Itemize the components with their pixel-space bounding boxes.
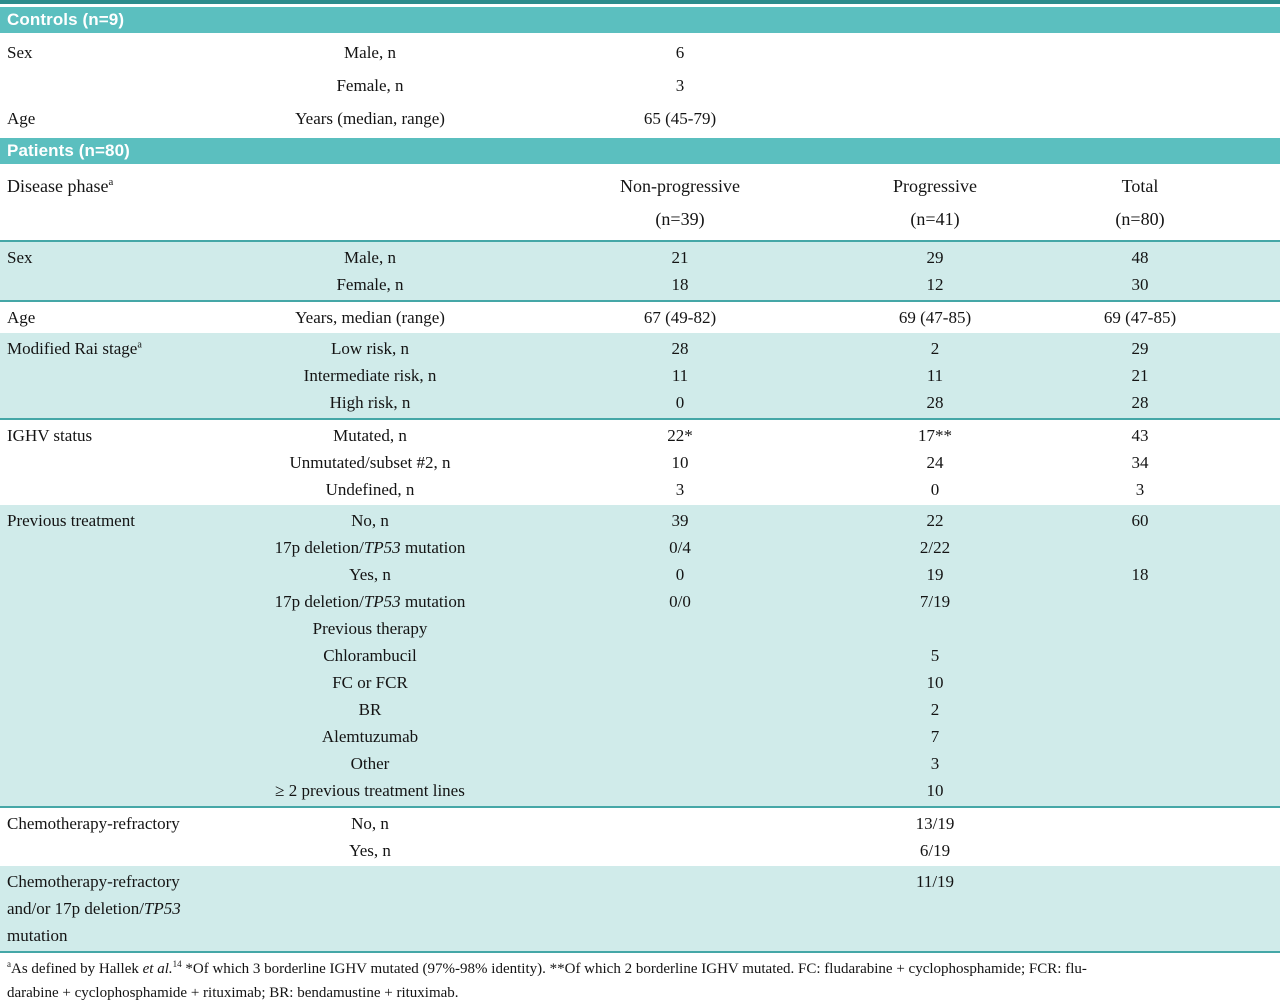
table-cell: 7 bbox=[930, 727, 940, 746]
text: 17p deletion/ bbox=[274, 538, 364, 557]
table-cell: 11/19 bbox=[915, 872, 955, 891]
table-section bbox=[0, 242, 1280, 302]
table-cell: 48 bbox=[1131, 248, 1149, 267]
column-header-name: Progressive bbox=[893, 176, 977, 196]
italic-text: TP53 bbox=[363, 538, 401, 557]
table-row bbox=[0, 723, 1280, 750]
table-row bbox=[0, 534, 1280, 561]
table-cell: 17** bbox=[918, 426, 952, 445]
table-cell: 34 bbox=[1131, 453, 1149, 472]
table-cell: 39 bbox=[671, 511, 689, 530]
controls-band bbox=[0, 7, 1280, 33]
table-row bbox=[0, 271, 1280, 298]
table-row bbox=[0, 476, 1280, 503]
disease-phase-label: Disease phase bbox=[7, 176, 109, 196]
table-cell: No, n bbox=[351, 814, 389, 833]
table-cell: 10 bbox=[926, 781, 944, 800]
table-cell: 2 bbox=[930, 339, 940, 358]
table-row bbox=[0, 69, 1280, 102]
table-cell: 12 bbox=[926, 275, 944, 294]
table-cell: Sex bbox=[7, 43, 33, 62]
table-cell: 3 bbox=[1135, 480, 1145, 499]
table-cell: Yes, n bbox=[349, 565, 391, 584]
table-cell: 21 bbox=[1131, 366, 1149, 385]
table-cell: 65 (45-79) bbox=[643, 109, 717, 128]
table-cell: 3 bbox=[930, 754, 940, 773]
table-cell: No, n bbox=[351, 511, 389, 530]
patients-band bbox=[0, 138, 1280, 164]
table-cell: BR bbox=[358, 700, 382, 719]
table-cell: Age bbox=[7, 308, 36, 327]
row-label-disease-phase bbox=[0, 170, 250, 203]
footnote-text: As defined by Hallek bbox=[11, 961, 143, 977]
table-cell: Yes, n bbox=[349, 841, 391, 860]
table-cell: Previous therapy bbox=[312, 619, 428, 638]
text: mutation bbox=[400, 538, 466, 557]
footnote-reference-number: 14 bbox=[172, 959, 182, 969]
table-row bbox=[0, 868, 1280, 949]
table-cell: Previous treatment bbox=[7, 511, 135, 530]
table-row bbox=[0, 102, 1280, 135]
table-cell: 22* bbox=[667, 426, 693, 445]
table-cell: Sex bbox=[7, 248, 33, 267]
table-cell: Mutated, n bbox=[333, 426, 407, 445]
table-section bbox=[0, 302, 1280, 333]
table-cell: Undefined, n bbox=[325, 480, 415, 499]
table-row bbox=[0, 304, 1280, 331]
column-header-total bbox=[1000, 170, 1280, 236]
table-row bbox=[0, 669, 1280, 696]
table-row bbox=[0, 588, 1280, 615]
table-section bbox=[0, 420, 1280, 505]
table-cell: 28 bbox=[671, 339, 689, 358]
column-header-n: (n=41) bbox=[910, 209, 960, 229]
patients-header-row bbox=[0, 164, 1280, 242]
table-row bbox=[0, 615, 1280, 642]
table-cell: 0 bbox=[930, 480, 940, 499]
table-row bbox=[0, 837, 1280, 864]
table-cell: 19 bbox=[926, 565, 944, 584]
table-row bbox=[0, 750, 1280, 777]
table-cell: 18 bbox=[671, 275, 689, 294]
table-cell: 28 bbox=[1131, 393, 1149, 412]
table-cell: Unmutated/subset #2, n bbox=[289, 453, 451, 472]
table-top-border bbox=[0, 0, 1280, 4]
controls-section bbox=[0, 36, 1280, 135]
text: Chemotherapy-refractory bbox=[7, 872, 180, 891]
table-cell: 0/4 bbox=[669, 538, 691, 557]
table-cell: 10 bbox=[926, 673, 944, 692]
table-cell: 6/19 bbox=[919, 841, 951, 860]
table-cell: IGHV status bbox=[7, 426, 93, 445]
table-cell: High risk, n bbox=[329, 393, 411, 412]
column-header-n: (n=80) bbox=[1115, 209, 1165, 229]
table-cell: 69 (47-85) bbox=[898, 308, 972, 327]
footnote bbox=[0, 957, 1280, 1005]
table-cell: 6 bbox=[675, 43, 685, 62]
table-cell: 2/22 bbox=[919, 538, 951, 557]
table-section bbox=[0, 505, 1280, 808]
italic-text: TP53 bbox=[143, 899, 181, 918]
table-cell: 24 bbox=[926, 453, 944, 472]
table-cell: Female, n bbox=[336, 275, 404, 294]
footnote-marker-a: a bbox=[7, 959, 11, 969]
table-cell bbox=[0, 868, 250, 949]
table-row bbox=[0, 696, 1280, 723]
column-header-name: Non-progressive bbox=[620, 176, 740, 196]
table-cell: Female, n bbox=[336, 76, 404, 95]
table-row bbox=[0, 561, 1280, 588]
italic-text: TP53 bbox=[363, 592, 401, 611]
footnote-marker: a bbox=[137, 339, 142, 351]
table-row bbox=[0, 777, 1280, 804]
table-cell: 29 bbox=[1131, 339, 1149, 358]
table-cell: Intermediate risk, n bbox=[303, 366, 437, 385]
table-cell: 3 bbox=[675, 76, 685, 95]
table-cell: FC or FCR bbox=[332, 673, 408, 692]
table-cell: Male, n bbox=[344, 43, 396, 62]
table-cell: 0/0 bbox=[669, 592, 691, 611]
table-cell: Age bbox=[7, 109, 36, 128]
table-section bbox=[0, 866, 1280, 953]
table-cell: 2 bbox=[930, 700, 940, 719]
table-cell bbox=[250, 534, 490, 561]
footnote-text: darabine + cyclophosphamide + rituximab; BR: bendamustine + rituximab. bbox=[7, 985, 459, 1001]
table-cell bbox=[250, 588, 490, 615]
table-cell: 60 bbox=[1131, 511, 1149, 530]
table-cell: ≥ 2 previous treatment lines bbox=[275, 781, 465, 800]
footnote-marker: a bbox=[108, 176, 114, 188]
table-row bbox=[0, 642, 1280, 669]
table-row bbox=[0, 422, 1280, 449]
footnote-text: *Of which 3 borderline IGHV mutated (97%-98% identity). **Of which 2 borderline IGHV mutated. FC: fludarabine + cyclophosphamide; FCR: flu- bbox=[181, 961, 1087, 977]
table-cell: 29 bbox=[926, 248, 944, 267]
footnote-etal: et al. bbox=[142, 961, 173, 977]
table-cell: 67 (49-82) bbox=[643, 308, 717, 327]
table-cell: 11 bbox=[671, 366, 689, 385]
table-row bbox=[0, 507, 1280, 534]
table-row bbox=[0, 389, 1280, 416]
table-cell: Low risk, n bbox=[331, 339, 409, 358]
table-cell: 43 bbox=[1131, 426, 1149, 445]
table-row bbox=[0, 244, 1280, 271]
column-header-nonprogressive bbox=[490, 170, 870, 236]
controls-band-label: Controls (n=9) bbox=[7, 10, 125, 29]
table-row bbox=[0, 36, 1280, 69]
patients-section bbox=[0, 242, 1280, 953]
table-section bbox=[0, 808, 1280, 866]
table-cell: 5 bbox=[930, 646, 940, 665]
table-cell: 0 bbox=[675, 565, 685, 584]
text: and/or 17p deletion/ bbox=[7, 899, 144, 918]
table-cell: 21 bbox=[671, 248, 689, 267]
table-row bbox=[0, 335, 1280, 362]
table-cell: Other bbox=[350, 754, 390, 773]
table-cell: 22 bbox=[926, 511, 944, 530]
text: 17p deletion/ bbox=[274, 592, 364, 611]
table-cell: 18 bbox=[1131, 565, 1149, 584]
table-cell: 7/19 bbox=[919, 592, 951, 611]
table-row bbox=[0, 362, 1280, 389]
text: Modified Rai stage bbox=[7, 339, 138, 358]
table-cell: 0 bbox=[675, 393, 685, 412]
table-cell bbox=[0, 335, 250, 362]
patients-band-label: Patients (n=80) bbox=[7, 141, 130, 160]
column-header-n: (n=39) bbox=[655, 209, 705, 229]
table-cell: Alemtuzumab bbox=[321, 727, 419, 746]
table-cell: 11 bbox=[926, 366, 944, 385]
table-cell: Chemotherapy-refractory bbox=[7, 814, 180, 833]
column-header-progressive bbox=[870, 170, 1000, 236]
table-cell: Years (median, range) bbox=[295, 109, 445, 128]
table-cell: 10 bbox=[671, 453, 689, 472]
table-row bbox=[0, 449, 1280, 476]
table-cell: Male, n bbox=[344, 248, 396, 267]
text: mutation bbox=[7, 926, 68, 945]
table-cell: 3 bbox=[675, 480, 685, 499]
table-cell: 13/19 bbox=[915, 814, 955, 833]
column-header-name: Total bbox=[1121, 176, 1159, 196]
table-cell: Chlorambucil bbox=[323, 646, 417, 665]
table-row bbox=[0, 810, 1280, 837]
table-cell: 69 (47-85) bbox=[1103, 308, 1177, 327]
table-section bbox=[0, 333, 1280, 420]
table-cell: 30 bbox=[1131, 275, 1149, 294]
table-cell: 28 bbox=[926, 393, 944, 412]
table-cell: Years, median (range) bbox=[295, 308, 445, 327]
text: mutation bbox=[400, 592, 466, 611]
